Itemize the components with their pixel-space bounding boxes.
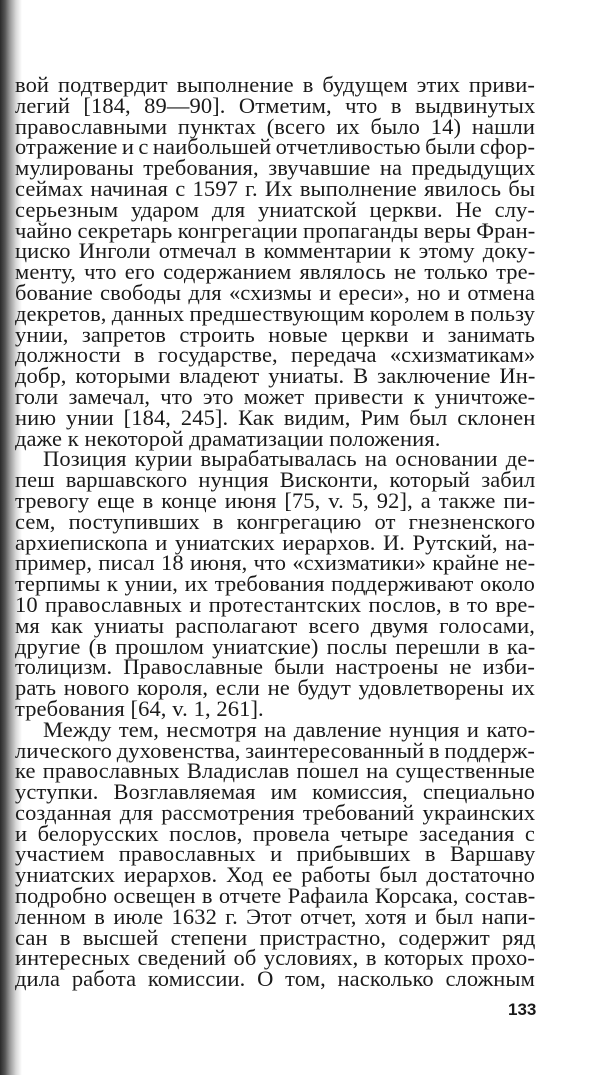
text-line: архиепископа и униатских иерархов. И. Рутский, на- <box>15 529 535 555</box>
text-line: мулированы требования, звучавшие на предыдущих <box>15 155 536 181</box>
text-line: циско Инголи отмечал в комментарии к этому доку- <box>15 238 536 264</box>
text-line: требования [64, v. 1, 261]. <box>15 695 264 721</box>
text-line: 10 православных и протестантских послов, в то вре- <box>15 591 536 617</box>
paragraph-3 <box>15 716 536 992</box>
paragraph-2 <box>15 446 536 721</box>
text-line: даже к некоторой драматизации положения. <box>15 425 441 451</box>
text-line: менту, что его содержанием являлось не только тре- <box>15 259 536 285</box>
text-line: чайно секретарь конгрегации пропаганды веры Фран- <box>15 217 536 243</box>
text-line: легий [184, 89—90]. Отметим, что в выдвинутых <box>15 92 536 118</box>
page-number: 133 <box>508 1000 537 1019</box>
text-line: унии, запретов строить новые церкви и занимать <box>15 321 535 347</box>
text-line: Позиция курии вырабатывалась на основании де- <box>43 446 535 472</box>
text-line: серьезным ударом для униатской церкви. Не слу- <box>15 196 535 222</box>
paragraph-1 <box>15 72 536 451</box>
text-line: нию унии [184, 245]. Как видим, Рим был склонен <box>15 404 536 430</box>
text-line: бование свободы для «схизмы и ереси», но и отмена <box>15 279 535 305</box>
text-line: рать нового короля, если не будут удовлетворены их <box>15 675 535 701</box>
text-line: тревогу еще в конце июня [75, v. 5, 92], а также пи- <box>15 487 536 513</box>
text-line: интересных сведений об условиях, в которых прохо- <box>15 945 535 971</box>
text-line: вой подтвердит выполнение в будущем этих приви- <box>15 72 535 97</box>
text-line: отражение и с наибольшей отчетливостью были сфор- <box>15 134 536 160</box>
text-line: пеш варшавского нунция Висконти, который забил <box>15 467 536 493</box>
text-line: декретов, данных предшествующим королем в пользу <box>15 300 535 326</box>
text-line: другие (в прошлом униатские) послы перешли в ка- <box>15 633 536 659</box>
text-line: ке православных Владислав пошел на существенные <box>15 758 535 784</box>
text-line: православными пунктах (всего их было 14) нашли <box>15 113 535 139</box>
text-line: сем, поступивших в конгрегацию от гнезненского <box>15 508 536 534</box>
text-line: должности в государстве, передача «схизматикам» <box>15 342 536 368</box>
text-line: ленном в июле 1632 г. Этот отчет, хотя и был напи- <box>15 903 536 929</box>
text-line: подробно освещен в отчете Рафаила Корсака, состав- <box>15 883 536 909</box>
text-line: лического духовенства, заинтересованный в поддерж- <box>15 737 535 763</box>
text-line: дила работа комиссии. О том, насколько сложным <box>15 966 535 992</box>
text-line: добр, которыми владеют униаты. В заключение Ин- <box>15 363 536 389</box>
text-line: участием православных и прибывших в Варшаву <box>15 841 536 867</box>
text-line: голи замечал, что это может привести к уничтоже- <box>15 383 536 409</box>
body-text <box>15 72 536 992</box>
text-line: толицизм. Православные были настроены не изби- <box>15 654 535 680</box>
text-line: униатских иерархов. Ход ее работы был достаточно <box>15 862 535 888</box>
text-line: сеймах начиная с 1597 г. Их выполнение явилось бы <box>15 175 536 201</box>
text-line: созданная для рассмотрения требований украинских <box>15 799 536 825</box>
text-line: уступки. Возглавляемая им комиссия, специально <box>15 779 535 805</box>
text-line: Между тем, несмотря на давление нунция и като- <box>43 716 536 742</box>
text-line: терпимы к унии, их требования поддерживают около <box>15 571 535 597</box>
text-line: пример, писал 18 июня, что «схизматики» крайне не- <box>15 550 536 576</box>
text-line: сан в высшей степени пристрастно, содержит ряд <box>15 924 536 950</box>
text-line: и белорусских послов, провела четыре заседания с <box>15 820 535 846</box>
text-line: мя как униаты располагают всего двумя голосами, <box>15 612 535 638</box>
